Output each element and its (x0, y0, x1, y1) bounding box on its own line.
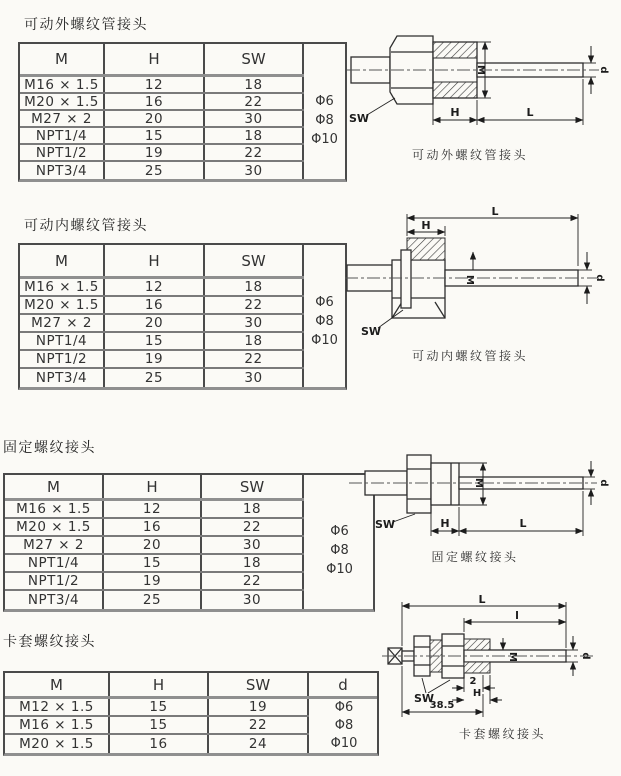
table-cell: 12 (105, 279, 205, 295)
table-cell: 24 (209, 735, 309, 753)
table-header-cell: M (5, 673, 110, 696)
table-cell: 18 (205, 279, 304, 295)
table-cell: NPT3/4 (20, 162, 105, 179)
table-cell: 22 (205, 351, 304, 367)
table-row (20, 145, 304, 162)
table-cell: NPT3/4 (5, 591, 104, 609)
dim-label-two: 2 (469, 676, 477, 687)
table-cell: M16 × 1.5 (20, 279, 105, 295)
table-header-cell: SW (209, 673, 309, 696)
table-header-row (20, 44, 304, 77)
table-row (20, 279, 304, 297)
section-title-movable-external: 可动外螺纹管接头 (24, 17, 148, 33)
table-cell: M16 × 1.5 (5, 717, 110, 733)
table-cell: 15 (110, 699, 209, 715)
dim-label-len: 38.5 (429, 700, 455, 711)
table-header-row (20, 245, 304, 279)
table-cell: 16 (110, 735, 209, 753)
table-cell: 30 (202, 591, 304, 609)
diameter-value: Φ8 (315, 113, 334, 128)
diameter-value: Φ8 (315, 314, 334, 329)
table-body (5, 699, 309, 753)
table-movable-internal (18, 243, 347, 390)
table-cell: 22 (205, 297, 304, 313)
table-cell: 18 (202, 555, 304, 571)
table-fixed-thread (3, 473, 375, 612)
table-cell: M27 × 2 (20, 315, 105, 331)
dim-label-m: M (507, 652, 518, 662)
table-cell: 19 (209, 699, 309, 715)
dim-label-d: d (598, 66, 609, 74)
table-cell: 30 (205, 111, 304, 126)
table-cell: 25 (105, 369, 205, 387)
table-cell: 19 (104, 573, 202, 589)
table-cell: M20 × 1.5 (5, 519, 104, 535)
table-row (20, 369, 304, 387)
inner-bore (401, 250, 411, 308)
table-row (5, 735, 309, 753)
drawing-ferrule-thread (380, 588, 621, 723)
dim-label-h: H (450, 106, 460, 119)
diameter-value: Φ6 (315, 295, 334, 310)
table-header-cell: H (104, 475, 202, 498)
dim-label-sw: SW (375, 518, 396, 531)
table-row (5, 519, 304, 537)
dim-label-sw: SW (361, 325, 382, 338)
diameter-value: Φ8 (330, 543, 349, 558)
diameter-column (311, 699, 377, 753)
table-cell: 18 (202, 501, 304, 517)
table-cell: NPT1/2 (20, 145, 105, 160)
table-row (20, 77, 304, 94)
table-cell: 30 (202, 537, 304, 553)
cap-nut-body (392, 260, 445, 318)
table-cell: 15 (104, 555, 202, 571)
dim-label-d: d (598, 479, 609, 487)
table-cell: 22 (202, 573, 304, 589)
table-cell: 18 (205, 333, 304, 349)
table-header-cell: SW (205, 245, 304, 276)
table-cell: NPT3/4 (20, 369, 105, 387)
diameter-value: Φ6 (334, 700, 354, 715)
dim-label-sw: SW (414, 692, 435, 705)
table-header-row (5, 673, 377, 699)
table-row (5, 717, 309, 735)
table-header-row (5, 475, 304, 501)
dim-label-l-big: L (478, 593, 486, 606)
diameter-options (304, 293, 345, 350)
dim-label-l-small: l (515, 609, 519, 622)
drawing-movable-external-thread (345, 8, 621, 146)
dim-label-l: L (491, 205, 499, 218)
table-cell: NPT1/4 (5, 555, 104, 571)
diameter-value: Φ10 (326, 562, 353, 577)
threaded-section-hatch (433, 82, 477, 98)
table-row (20, 333, 304, 351)
drawing-fixed-thread (345, 435, 621, 545)
table-header-cell: SW (202, 475, 304, 498)
table-cell: 30 (205, 162, 304, 179)
table-cell: 25 (105, 162, 205, 179)
table-movable-external (18, 42, 347, 182)
drawing-caption: 可动外螺纹管接头 (411, 148, 528, 162)
diameter-value: Φ6 (330, 524, 349, 539)
table-cell: 18 (205, 77, 304, 92)
table-header-cell: M (20, 245, 105, 276)
table-cell: NPT1/2 (20, 351, 105, 367)
dim-label-h: H (421, 219, 431, 232)
table-cell: 16 (105, 94, 205, 109)
table-header-cell: M (20, 44, 105, 74)
table-cell: M27 × 2 (5, 537, 104, 553)
table-body (20, 44, 304, 179)
table-cell: 15 (110, 717, 209, 733)
table-cell: 22 (209, 717, 309, 733)
table-cell: M16 × 1.5 (20, 77, 105, 92)
dim-label-l: L (519, 517, 527, 530)
dim-label-m: M (464, 275, 475, 285)
table-cell: NPT1/2 (5, 573, 104, 589)
dim-label-h: H (440, 517, 450, 530)
diameter-value: Φ6 (315, 94, 334, 109)
table-cell: 12 (105, 77, 205, 92)
table-ferrule-thread (3, 671, 379, 756)
table-header-cell: SW (205, 44, 304, 74)
table-cell: 30 (205, 315, 304, 331)
table-cell: 15 (105, 128, 205, 143)
table-row (20, 128, 304, 145)
cap-nut-hatch (407, 238, 445, 260)
dim-label-m: M (473, 478, 484, 488)
table-cell: 20 (105, 315, 205, 331)
table-cell: M27 × 2 (20, 111, 105, 126)
table-row (20, 94, 304, 111)
table-row (20, 315, 304, 333)
table-cell: 19 (105, 351, 205, 367)
diameter-options (304, 92, 345, 149)
diameter-value: Φ10 (330, 736, 358, 751)
drawing-caption: 可动内螺纹管接头 (411, 349, 528, 363)
threaded-section-hatch (433, 42, 477, 58)
table-header-cell: H (105, 44, 205, 74)
table-row (5, 699, 309, 717)
threaded-collar-hatch (464, 662, 490, 673)
section-title-fixed-thread: 固定螺纹接头 (3, 440, 96, 456)
table-cell: 25 (104, 591, 202, 609)
table-cell: 22 (205, 94, 304, 109)
table-row (20, 162, 304, 179)
table-row (5, 537, 304, 555)
table-cell: 20 (104, 537, 202, 553)
table-cell: 20 (105, 111, 205, 126)
table-cell: NPT1/4 (20, 128, 105, 143)
diameter-value: Φ10 (311, 132, 338, 147)
table-header-cell: M (5, 475, 104, 498)
diameter-value: Φ10 (311, 333, 338, 348)
hex-nut (407, 455, 431, 513)
dim-label-h: H (472, 688, 482, 699)
table-row (5, 591, 304, 609)
dim-label-m: M (475, 65, 486, 75)
table-cell: 15 (105, 333, 205, 349)
dim-label-sw: SW (349, 112, 370, 125)
table-cell: 16 (104, 519, 202, 535)
table-body (20, 245, 304, 387)
table-row (20, 111, 304, 128)
section-title-ferrule-thread: 卡套螺纹接头 (3, 634, 96, 650)
table-cell: M16 × 1.5 (5, 501, 104, 517)
table-cell: 12 (104, 501, 202, 517)
section-title-movable-internal: 可动内螺纹管接头 (24, 218, 148, 234)
table-cell: 22 (205, 145, 304, 160)
table-cell: 30 (205, 369, 304, 387)
drawing-caption: 固定螺纹接头 (431, 550, 519, 564)
diameter-value: Φ8 (334, 718, 354, 733)
threaded-collar-hatch (464, 639, 490, 650)
dim-label-d: d (580, 652, 591, 660)
table-cell: 22 (202, 519, 304, 535)
table-header-cell: d (338, 675, 348, 694)
table-row (5, 555, 304, 573)
table-cell: 19 (105, 145, 205, 160)
table-cell: 16 (105, 297, 205, 313)
drawing-movable-internal-thread (345, 202, 621, 344)
table-cell: M20 × 1.5 (5, 735, 110, 753)
table-row (20, 297, 304, 315)
threaded-collar (431, 463, 459, 505)
drawing-caption: 卡套螺纹接头 (458, 727, 546, 741)
table-cell: M12 × 1.5 (5, 699, 110, 715)
table-header-cell: H (105, 245, 205, 276)
table-cell: 18 (205, 128, 304, 143)
table-body (5, 475, 304, 609)
table-cell: M20 × 1.5 (20, 297, 105, 313)
dim-label-l: L (526, 106, 534, 119)
table-cell: M20 × 1.5 (20, 94, 105, 109)
table-row (5, 501, 304, 519)
table-cell: NPT1/4 (20, 333, 105, 349)
dim-label-d: d (594, 274, 605, 282)
table-header-cell: H (110, 673, 209, 696)
table-row (20, 351, 304, 369)
table-row (5, 573, 304, 591)
